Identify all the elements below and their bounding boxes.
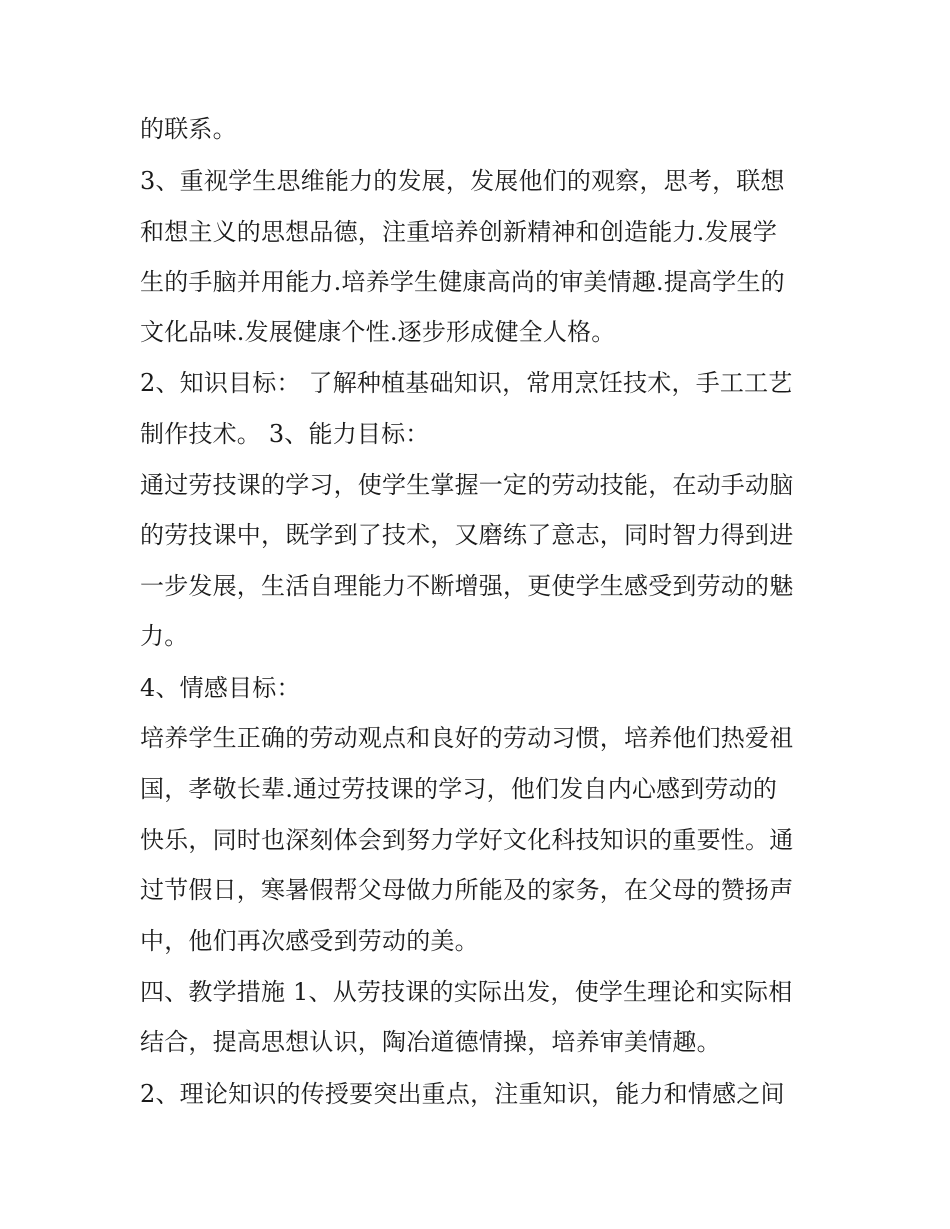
text-line: 四、教学措施 1、从劳技课的实际出发，使学生理论和实际相 [140, 978, 793, 1006]
text-line: 中，他们再次感受到劳动的美。 [140, 927, 479, 955]
text-line: 2、理论知识的传授要突出重点，注重知识，能力和情感之间 [140, 1080, 785, 1108]
text-line: 的联系。 [140, 115, 237, 143]
text-line: 国，孝敬长辈.通过劳技课的学习，他们发自内心感到劳动的 [140, 775, 778, 803]
text-line: 结合，提高思想认识，陶冶道德情操，培养审美情趣。 [140, 1028, 721, 1056]
text-line: 3、重视学生思维能力的发展，发展他们的观察，思考，联想 [140, 167, 785, 195]
text-line: 过节假日，寒暑假帮父母做力所能及的家务，在父母的赞扬声 [140, 876, 794, 904]
text-line: 和想主义的思想品德，注重培养创新精神和创造能力.发展学 [140, 218, 778, 246]
text-line: 4、情感目标： [140, 674, 301, 702]
text-line: 2、知识目标： 了解种植基础知识，常用烹饪技术，手工工艺 [140, 369, 793, 397]
text-line: 文化品味.发展健康个性.逐步形成健全人格。 [140, 318, 616, 346]
text-line: 的劳技课中，既学到了技术，又磨练了意志，同时智力得到进 [140, 521, 794, 549]
text-line: 一步发展，生活自理能力不断增强，更使学生感受到劳动的魅 [140, 572, 794, 600]
text-line: 快乐，同时也深刻体会到努力学好文化科技知识的重要性。通 [140, 826, 794, 854]
text-line: 生的手脑并用能力.培养学生健康高尚的审美情趣.提高学生的 [140, 268, 785, 296]
text-line: 培养学生正确的劳动观点和良好的劳动习惯，培养他们热爱祖 [140, 724, 794, 752]
text-line: 通过劳技课的学习，使学生掌握一定的劳动技能，在动手动脑 [140, 471, 794, 499]
text-line: 制作技术。 3、能力目标： [140, 420, 430, 448]
text-line: 力。 [140, 622, 189, 650]
